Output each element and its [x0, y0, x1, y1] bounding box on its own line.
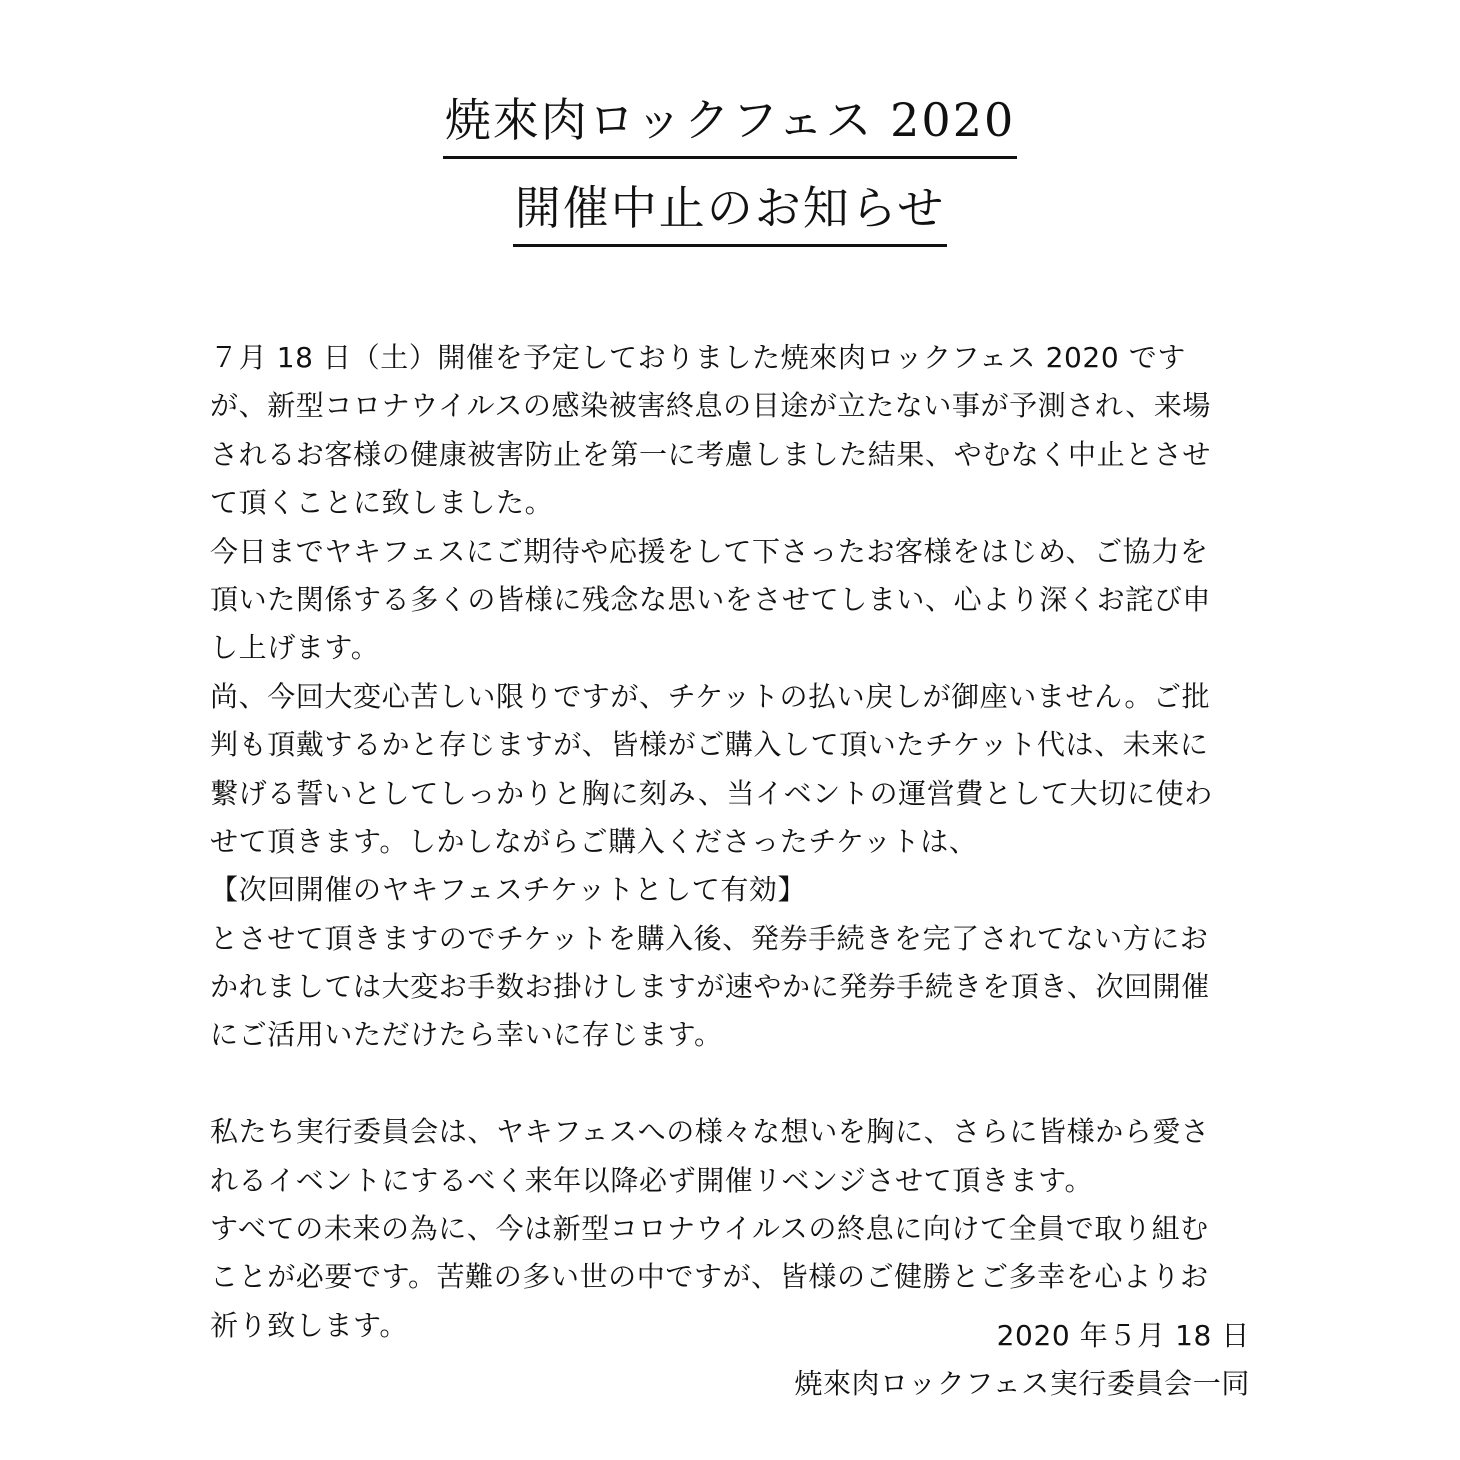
- body-line: 判も頂戴するかと存じますが、皆様がご購入して頂いたチケット代は、未来に: [210, 728, 1209, 762]
- body-line: 繋げる誓いとしてしっかりと胸に刻み、当イベントの運営費として大切に使わ: [210, 776, 1213, 810]
- body-line: すべての未来の為に、今は新型コロナウイルスの終息に向けて全員で取り組む: [210, 1212, 1209, 1246]
- notice-date: 2020 年５月 18 日: [996, 1319, 1250, 1352]
- body-line: 私たち実行委員会は、ヤキフェスへの様々な想いを胸に、さらに皆様から愛さ: [210, 1115, 1210, 1149]
- notice-title: [0, 90, 1460, 159]
- body-line: ７月 18 日（土）開催を予定しておりました焼來肉ロックフェス 2020 です: [210, 341, 1186, 374]
- notice-subtitle-text: 開催中止のお知らせ: [513, 178, 948, 247]
- body-line: ことが必要です。苦難の多い世の中ですが、皆様のご健勝とご多幸を心よりお: [210, 1260, 1209, 1294]
- body-line: 頂いた関係する多くの皆様に残念な思いをさせてしまい、心より深くお詫び申: [210, 582, 1212, 616]
- body-line: し上げます。: [210, 631, 380, 665]
- body-line: されるお客様の健康被害防止を第一に考慮しました結果、やむなく中止とさせ: [210, 437, 1212, 471]
- body-line: 【次回開催のヤキフェスチケットとして有効】: [210, 873, 807, 907]
- notice-organization: 焼來肉ロックフェス実行委員会一同: [794, 1367, 1250, 1400]
- body-line: が、新型コロナウイルスの感染被害終息の目途が立たない事が予測され、来場: [210, 389, 1212, 423]
- body-line: かれましては大変お手数お掛けしますが速やかに発券手続きを頂き、次回開催: [210, 970, 1210, 1004]
- body-line: 祈り致します。: [210, 1308, 408, 1342]
- body-line: せて頂きます。しかしながらご購入くださったチケットは、: [210, 824, 978, 858]
- body-line: とさせて頂きますのでチケットを購入後、発券手続きを完了されてない方にお: [210, 921, 1209, 955]
- body-line: て頂くことに致しました。: [210, 486, 554, 520]
- notice-subtitle: [0, 178, 1460, 247]
- body-line: にご活用いただけたら幸いに存じます。: [210, 1018, 723, 1052]
- paragraph-spacer: [210, 1060, 1250, 1108]
- body-line: 尚、今回大変心苦しい限りですが、チケットの払い戻しが御座いません。ご批: [210, 679, 1211, 713]
- notice-body: [210, 334, 1250, 1350]
- body-line: れるイベントにするべく来年以降必ず開催リベンジさせて頂きます。: [210, 1163, 1094, 1197]
- body-line: 今日までヤキフェスにご期待や応援をして下さったお客様をはじめ、ご協力を: [210, 534, 1209, 568]
- signature-block: [794, 1312, 1250, 1408]
- notice-title-text: 焼來肉ロックフェス 2020: [443, 90, 1017, 159]
